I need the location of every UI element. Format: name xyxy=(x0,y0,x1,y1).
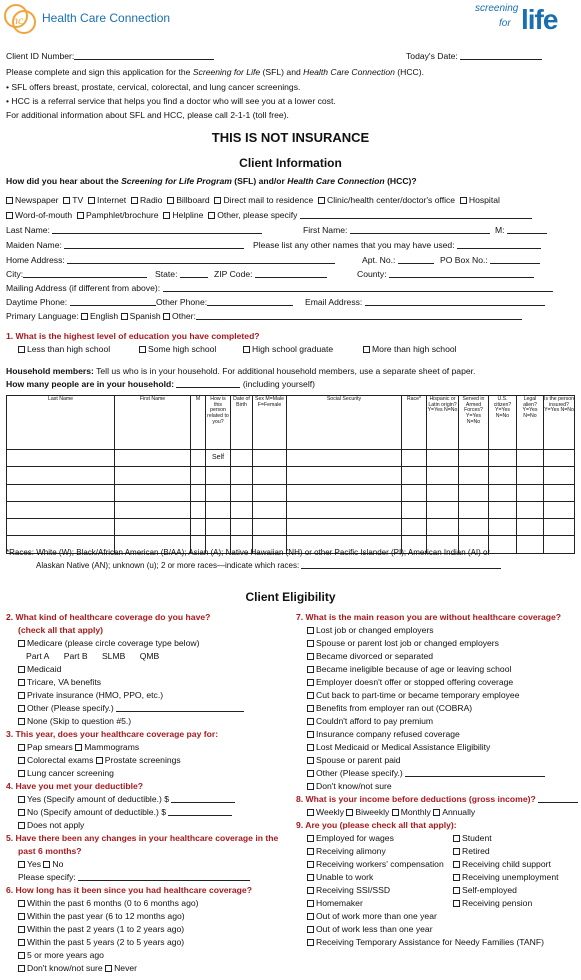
household-table xyxy=(6,395,575,554)
races-line2[interactable]: Alaskan Native (AN); unknown (u); 2 or more races—indicate which races: xyxy=(36,561,501,570)
day-phone-field[interactable]: Daytime Phone: xyxy=(6,298,156,307)
q2-medicare-parts xyxy=(26,652,159,661)
checkbox[interactable] xyxy=(18,822,25,829)
checkbox[interactable] xyxy=(307,900,314,907)
checkbox[interactable] xyxy=(307,783,314,790)
checkbox[interactable] xyxy=(75,744,82,751)
checkbox[interactable] xyxy=(18,913,25,920)
household-members-text: Household members: Tell us who is in your household. For additional household members, use a separate sheet of paper. xyxy=(6,366,476,376)
checkbox[interactable] xyxy=(105,965,112,972)
hear-row2 xyxy=(6,211,532,220)
col-first-name: First Name xyxy=(115,396,191,450)
checkbox[interactable] xyxy=(6,197,13,204)
q8-opt-annually[interactable]: Annually xyxy=(433,807,475,817)
checkbox[interactable] xyxy=(18,926,25,933)
q6-label: 6. How long has it been since you had healthcare coverage? xyxy=(6,885,252,895)
lang-opt-other[interactable]: Other: xyxy=(163,311,196,321)
q2-opt-medicaid[interactable]: Medicaid xyxy=(18,665,61,674)
q7-opt[interactable]: Cut back to part-time or became temporary employee xyxy=(307,691,519,700)
hear-opt-pamphlet[interactable]: Pamphlet/brochure xyxy=(77,210,159,220)
checkbox[interactable] xyxy=(214,197,221,204)
q7-opt[interactable]: Benefits from employer ran out (COBRA) xyxy=(307,704,472,713)
q8-opt-weekly[interactable]: Weekly xyxy=(307,807,344,817)
svg-text:hc: hc xyxy=(12,13,24,27)
checkbox[interactable] xyxy=(167,197,174,204)
lang-opt-english[interactable]: English xyxy=(81,311,118,321)
part-b[interactable]: Part B xyxy=(63,651,88,661)
q7-opt[interactable]: Insurance company refused coverage xyxy=(307,730,460,739)
checkbox[interactable] xyxy=(453,835,460,842)
q7-opt[interactable]: Became divorced or separated xyxy=(307,652,433,661)
checkbox[interactable] xyxy=(307,939,314,946)
first-name-field[interactable]: First Name: xyxy=(303,226,490,235)
checkbox[interactable] xyxy=(307,705,314,712)
q3-row1 xyxy=(18,743,139,752)
checkbox[interactable] xyxy=(88,197,95,204)
q9-opt[interactable]: Receiving alimony xyxy=(307,847,386,856)
hear-opt-internet[interactable]: Internet xyxy=(88,195,126,205)
hcc-logo xyxy=(2,2,46,38)
checkbox[interactable] xyxy=(6,212,13,219)
checkbox[interactable] xyxy=(18,770,25,777)
hear-opt-billboard[interactable]: Billboard xyxy=(167,195,209,205)
col-sex: Sex M=Male F=Female xyxy=(253,396,287,450)
col-relation: How is this person related to you? xyxy=(206,396,231,450)
q7-opt[interactable]: Became ineligible because of age or leaving school xyxy=(307,665,511,674)
checkbox[interactable] xyxy=(307,848,314,855)
other-phone-field[interactable]: Other Phone: xyxy=(156,298,293,307)
q1-opt-some-hs[interactable]: Some high school xyxy=(139,345,216,354)
mi-field[interactable]: M: xyxy=(495,226,547,235)
q9-opt[interactable]: Receiving SSI/SSD xyxy=(307,886,390,895)
col-ssn: Social Security xyxy=(287,396,402,450)
col-armed-forces: Served in Armed Forces? Y=Yes N=No xyxy=(459,396,489,450)
q2-opt-medicare[interactable]: Medicare (please circle coverage type below) xyxy=(18,639,199,648)
checkbox[interactable] xyxy=(307,913,314,920)
q7-opt[interactable]: Spouse or parent paid xyxy=(307,756,401,765)
q6-opt-5plus[interactable]: 5 or more years ago xyxy=(18,951,104,960)
q6-opt-6mo[interactable]: Within the past 6 months (0 to 6 months ago) xyxy=(18,899,199,908)
q5-opt-no[interactable]: No xyxy=(43,859,63,869)
q2-opt-private[interactable]: Private insurance (HMO, PPO, etc.) xyxy=(18,691,163,700)
apt-field[interactable]: Apt. No.: xyxy=(362,256,434,265)
checkbox[interactable] xyxy=(243,346,250,353)
hear-opt-hospital[interactable]: Hospital xyxy=(460,195,500,205)
qmb[interactable]: QMB xyxy=(139,651,160,661)
q5-label1: 5. Have there been any changes in your healthcare coverage in the xyxy=(6,833,279,843)
q9-opt[interactable]: Retired xyxy=(453,847,490,856)
q4-label: 4. Have you met your deductible? xyxy=(6,781,144,791)
not-insurance-heading: THIS IS NOT INSURANCE xyxy=(211,130,370,145)
q8-opt-biweekly[interactable]: Biweekly xyxy=(346,807,389,817)
hear-opt-word-of-mouth[interactable]: Word-of-mouth xyxy=(6,210,72,220)
q7-label: 7. What is the main reason you are without healthcare coverage? xyxy=(296,612,562,622)
checkbox[interactable] xyxy=(163,212,170,219)
hear-opt-other[interactable]: Other, please specify xyxy=(208,210,297,220)
city-field[interactable]: City: xyxy=(6,270,147,279)
self-cell: Self xyxy=(206,450,231,467)
county-field[interactable]: County: xyxy=(357,270,534,279)
q2-opt-other[interactable]: Other (Please specify.) xyxy=(18,704,244,713)
table-row[interactable] xyxy=(7,501,575,518)
checkbox[interactable] xyxy=(453,900,460,907)
checkbox[interactable] xyxy=(307,835,314,842)
other-names-field[interactable]: Please list any other names that you may have used: xyxy=(253,241,541,250)
q9-opt[interactable]: Receiving unemployment xyxy=(453,873,559,882)
checkbox[interactable] xyxy=(307,718,314,725)
checkbox[interactable] xyxy=(460,197,467,204)
table-row[interactable] xyxy=(7,467,575,484)
q1-opt-more-hs[interactable]: More than high school xyxy=(363,345,457,354)
q7-opt[interactable]: Spouse or parent lost job or changed employers xyxy=(307,639,499,648)
checkbox[interactable] xyxy=(307,653,314,660)
checkbox[interactable] xyxy=(433,809,440,816)
todays-date-field[interactable] xyxy=(406,52,542,61)
q9-opt[interactable]: Out of work less than one year xyxy=(307,925,433,934)
table-row[interactable] xyxy=(7,450,575,467)
col-mi: M xyxy=(191,396,206,450)
hear-opt-helpline[interactable]: Helpline xyxy=(163,210,203,220)
checkbox[interactable] xyxy=(43,861,50,868)
checkbox[interactable] xyxy=(307,757,314,764)
q2-label: 2. What kind of healthcare coverage do you have? xyxy=(6,612,211,622)
q7-opt[interactable]: Lost job or changed employers xyxy=(307,626,434,635)
q9-opt[interactable]: Student xyxy=(453,834,492,843)
q3-label: 3. This year, does your healthcare coverage pay for: xyxy=(6,729,219,739)
checkbox[interactable] xyxy=(453,887,460,894)
q6-opt-never[interactable]: Never xyxy=(105,963,137,973)
hear-opt-tv[interactable]: TV xyxy=(63,195,83,205)
language-field: Primary Language: English Spanish Other: xyxy=(6,312,522,321)
q3-opt-prostate[interactable]: Prostate screenings xyxy=(96,755,181,765)
checkbox[interactable] xyxy=(18,757,25,764)
checkbox[interactable] xyxy=(18,861,25,868)
q9-opt[interactable]: Receiving pension xyxy=(453,899,532,908)
sfl-for: for xyxy=(499,18,511,29)
q5-label2: past 6 months? xyxy=(18,846,82,856)
checkbox[interactable] xyxy=(63,197,70,204)
checkbox[interactable] xyxy=(77,212,84,219)
q7-opt[interactable]: Employer doesn't offer or stopped offering coverage xyxy=(307,678,513,687)
q6-opt-dont-know[interactable]: Don't know/not sure xyxy=(18,963,103,973)
state-field[interactable]: State: xyxy=(155,270,208,279)
q2-opt-none[interactable]: None (Skip to question #5.) xyxy=(18,717,131,726)
q6-row-last xyxy=(18,964,137,973)
q5-specify[interactable]: Please specify: xyxy=(18,873,250,882)
sfl-life: life xyxy=(521,4,558,35)
eligibility-heading: Client Eligibility xyxy=(245,590,336,604)
col-race: Race* xyxy=(402,396,427,450)
checkbox[interactable] xyxy=(121,313,128,320)
checkbox[interactable] xyxy=(18,346,25,353)
checkbox[interactable] xyxy=(131,197,138,204)
checkbox[interactable] xyxy=(163,313,170,320)
hear-opt-clinic[interactable]: Clinic/health center/doctor's office xyxy=(318,195,455,205)
q7-opt[interactable]: Don't know/not sure xyxy=(307,782,392,791)
checkbox[interactable] xyxy=(307,861,314,868)
q1-label: 1. What is the highest level of education you have completed? xyxy=(6,331,260,341)
checkbox[interactable] xyxy=(18,679,25,686)
q3-opt-colorectal[interactable]: Colorectal exams xyxy=(18,755,93,765)
hear-opt-newspaper[interactable]: Newspaper xyxy=(6,195,58,205)
table-header-row xyxy=(7,396,575,450)
checkbox[interactable] xyxy=(307,926,314,933)
hear-opt-radio[interactable]: Radio xyxy=(131,195,162,205)
checkbox[interactable] xyxy=(392,809,399,816)
col-last-name: Last Name xyxy=(7,396,115,450)
checkbox[interactable] xyxy=(18,939,25,946)
hear-opt-direct-mail[interactable]: Direct mail to residence xyxy=(214,195,313,205)
col-dob: Date of Birth xyxy=(231,396,253,450)
q5-opt-yes[interactable]: Yes xyxy=(18,859,41,869)
col-legal-alien: Legal alien? Y=Yes N=No xyxy=(517,396,544,450)
col-hispanic: Hispanic or Latin origin? Y=Yes N=No xyxy=(427,396,459,450)
q8-label: 8. What is your income before deductions (gross income)? xyxy=(296,795,578,804)
q3-row2 xyxy=(18,756,181,765)
checkbox[interactable] xyxy=(18,900,25,907)
hear-row1 xyxy=(6,196,500,205)
checkbox[interactable] xyxy=(307,887,314,894)
races-line1: *Races: White (W); Black/African American (B/AA); Asian (A); Native Hawaiian (NH) or other Pacific Islander (PI); American Indian (AI) or xyxy=(6,548,491,557)
checkbox[interactable] xyxy=(18,952,25,959)
q5-opts xyxy=(18,860,63,869)
client-id-label: Client ID Number: xyxy=(6,51,75,61)
checkbox[interactable] xyxy=(18,744,25,751)
q9-opt[interactable]: Homemaker xyxy=(307,899,363,908)
q9-label: 9. Are you (please check all that apply): xyxy=(296,820,457,830)
checkbox[interactable] xyxy=(18,705,25,712)
checkbox[interactable] xyxy=(453,848,460,855)
q7-opt[interactable]: Lost Medicaid or Medical Assistance Eligibility xyxy=(307,743,490,752)
intro-line1: Please complete and sign this application for the Screening for Life (SFL) and Health Care Connection (HCC). xyxy=(6,67,425,77)
checkbox[interactable] xyxy=(346,809,353,816)
table-row[interactable] xyxy=(7,519,575,536)
q3-opt-mammo[interactable]: Mammograms xyxy=(75,742,139,752)
checkbox[interactable] xyxy=(318,197,325,204)
checkbox[interactable] xyxy=(18,692,25,699)
q2-sub: (check all that apply) xyxy=(18,625,104,635)
checkbox[interactable] xyxy=(307,809,314,816)
slmb[interactable]: SLMB xyxy=(101,651,126,661)
email-field[interactable]: Email Address: xyxy=(305,298,545,307)
q2-opt-tricare[interactable]: Tricare, VA benefits xyxy=(18,678,101,687)
q3-opt-lung[interactable]: Lung cancer screening xyxy=(18,769,114,778)
q8-opt-monthly[interactable]: Monthly xyxy=(392,807,431,817)
q9-opt[interactable]: Employed for wages xyxy=(307,834,394,843)
col-insured: Is the person insured? Y=Yes N=No xyxy=(544,396,575,450)
checkbox[interactable] xyxy=(81,313,88,320)
home-address-field[interactable]: Home Address: xyxy=(6,256,335,265)
checkbox[interactable] xyxy=(307,731,314,738)
checkbox[interactable] xyxy=(307,640,314,647)
zip-field[interactable]: ZIP Code: xyxy=(214,270,327,279)
q9-opt[interactable]: Receiving Temporary Assistance for Needy Families (TANF) xyxy=(307,938,544,947)
q4-opt-yes[interactable]: Yes (Specify amount of deductible.) $ xyxy=(18,795,235,804)
q9-opt[interactable]: Self-employed xyxy=(453,886,517,895)
intro-bullet1: • SFL offers breast, prostate, cervical, colorectal, and lung cancer screenings. xyxy=(6,82,301,92)
checkbox[interactable] xyxy=(453,861,460,868)
intro-bullet2: • HCC is a referral service that helps you find a doctor who will see you at a lower cost. xyxy=(6,96,336,106)
q3-opt-pap[interactable]: Pap smears xyxy=(18,742,73,752)
q6-opt-1yr[interactable]: Within the past year (6 to 12 months ago) xyxy=(18,912,185,921)
checkbox[interactable] xyxy=(307,770,314,777)
checkbox[interactable] xyxy=(307,874,314,881)
hcc-name: Health Care Connection xyxy=(42,11,171,25)
q8-opts xyxy=(307,808,475,817)
last-name-field[interactable]: Last Name: xyxy=(6,226,262,235)
checkbox[interactable] xyxy=(18,796,25,803)
checkbox[interactable] xyxy=(208,212,215,219)
sfl-logo xyxy=(463,4,573,38)
client-id-field[interactable] xyxy=(6,52,214,61)
q9-opt[interactable]: Receiving child support xyxy=(453,860,551,869)
q4-opt-no[interactable]: No (Specify amount of deductible.) $ xyxy=(18,808,232,817)
checkbox[interactable] xyxy=(18,965,25,972)
sfl-screening: screening xyxy=(475,3,519,14)
maiden-name-field[interactable]: Maiden Name: xyxy=(6,241,244,250)
q9-opt[interactable]: Unable to work xyxy=(307,873,373,882)
hear-other-line[interactable] xyxy=(300,211,532,219)
intro-line4: For additional information about SFL and HCC, please call 2-1-1 (toll free). xyxy=(6,110,289,120)
q7-opt[interactable]: Couldn't afford to pay premium xyxy=(307,717,433,726)
checkbox[interactable] xyxy=(307,666,314,673)
mailing-address-field[interactable]: Mailing Address (if different from above): xyxy=(6,284,553,293)
q1-opt-less-hs[interactable]: Less than high school xyxy=(18,345,110,354)
checkbox[interactable] xyxy=(139,346,146,353)
checkbox[interactable] xyxy=(18,718,25,725)
q7-opt-other[interactable]: Other (Please specify.) xyxy=(307,769,545,778)
q6-opt-2yr[interactable]: Within the past 2 years (1 to 2 years ago) xyxy=(18,925,184,934)
col-citizen: U.S. citizen? Y=Yes N=No xyxy=(489,396,517,450)
checkbox[interactable] xyxy=(307,692,314,699)
checkbox[interactable] xyxy=(18,666,25,673)
table-row[interactable] xyxy=(7,484,575,501)
lang-opt-spanish[interactable]: Spanish xyxy=(121,311,161,321)
client-info-heading: Client Information xyxy=(239,156,342,170)
hear-question: How did you hear about the Screening for Life Program (SFL) and/or Health Care Connection (HCC)? xyxy=(6,176,417,186)
checkbox[interactable] xyxy=(307,627,314,634)
q6-opt-5yr[interactable]: Within the past 5 years (2 to 5 years ago) xyxy=(18,938,184,947)
part-a[interactable]: Part A xyxy=(26,651,50,661)
checkbox[interactable] xyxy=(363,346,370,353)
q1-opt-hs-grad[interactable]: High school graduate xyxy=(243,345,333,354)
q9-opt[interactable]: Out of work more than one year xyxy=(307,912,437,921)
checkbox[interactable] xyxy=(18,809,25,816)
checkbox[interactable] xyxy=(307,679,314,686)
todays-date-label: Today's Date: xyxy=(406,51,458,61)
q4-opt-na[interactable]: Does not apply xyxy=(18,821,84,830)
po-box-field[interactable]: PO Box No.: xyxy=(440,256,540,265)
checkbox[interactable] xyxy=(453,874,460,881)
household-count-field[interactable]: How many people are in your household: (including yourself) xyxy=(6,379,315,389)
checkbox[interactable] xyxy=(96,757,103,764)
checkbox[interactable] xyxy=(307,744,314,751)
checkbox[interactable] xyxy=(18,640,25,647)
q9-opt[interactable]: Receiving workers' compensation xyxy=(307,860,444,869)
